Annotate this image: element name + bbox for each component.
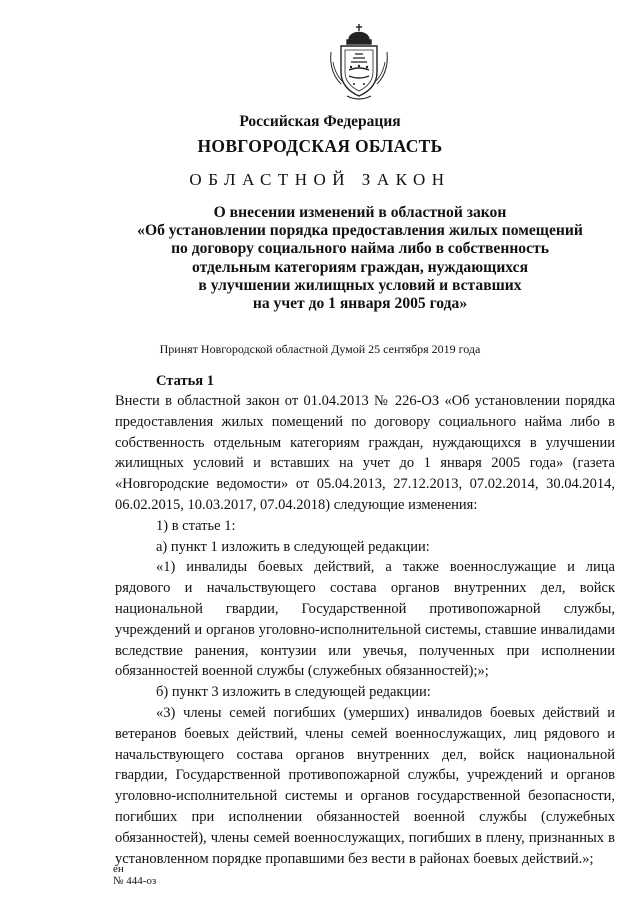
footer-reference	[113, 863, 156, 887]
law-title-line: по договору социального найма либо в собственность	[171, 240, 549, 258]
law-title-line: на учет до 1 января 2005 года»	[252, 295, 468, 313]
article-heading: Статья 1	[156, 373, 214, 389]
law-title-line: отдельным категориям граждан, нуждающихся	[191, 258, 529, 276]
law-title	[100, 204, 620, 313]
article-intro-paragraph: Внести в областной закон от 01.04.2013 № 226-ОЗ «Об установлении порядка предоставления жилых помещений по договору социального найма либо в собственность отдельным категориям граждан, нуждающихся в улучшении жилищных условий и вставших на учет до 1 января 2005 года» (газета «Новгородские ведомости» от 05.04.2013, 27.12.2013, 07.02.2014, 30.04.2014, 06.02.2015, 10.03.2017, 07.04.2018) следующие изменения:	[115, 393, 615, 513]
coat-of-arms-icon	[327, 22, 391, 102]
region-heading: НОВГОРОДСКАЯ ОБЛАСТЬ	[197, 136, 443, 156]
quote-point-1-paragraph: «1) инвалиды боевых действий, а также военнослужащие и лица рядового и начальствующего состава органов внутренних дел, войск национальной гвардии, Государственной противопожарной службы, учреждений и органов уголовно-исполнительной системы, ставшие инвалидами вследствие ранения, контузии или увечья, полученных при исполнении обязанностей военной службы (служебных обязанностей);»;	[115, 559, 615, 680]
adoption-note: Принят Новгородской областной Думой 25 сентября 2019 года	[159, 342, 481, 356]
article-body	[115, 391, 615, 869]
law-title-line: в улучшении жилищных условий и вставших	[198, 276, 522, 294]
country-heading: Российская Федерация	[239, 113, 401, 130]
law-title-line: О внесении изменений в областной закон	[213, 204, 507, 221]
item-1-paragraph: 1) в статье 1:	[156, 517, 236, 534]
footer-initials: ен	[113, 863, 124, 875]
subitem-a-paragraph: а) пункт 1 изложить в следующей редакции:	[156, 538, 430, 555]
subitem-b-paragraph: б) пункт 3 изложить в следующей редакции:	[156, 684, 431, 701]
footer-number: № 444-оз	[113, 875, 157, 887]
quote-point-3-paragraph: «3) члены семей погибших (умерших) инвалидов боевых действий и ветеранов боевых действий, члены семей военнослужащих, лиц рядового и начальствующего состава органов внутренних дел, войск национальной гвардии, Государственной противопожарной службы, учреждений и органов уголовно-исполнительной системы и органов государственной безопасности, погибших при исполнении обязанностей военной службы (служебных обязанностей), члены семей военнослужащих, погибших в плену, признанных в установленном порядке пропавшими без вести в районах боевых действий.»;	[115, 704, 615, 867]
law-title-line: «Об установлении порядка предоставления жилых помещений	[137, 222, 583, 240]
document-type-heading: ОБЛАСТНОЙ ЗАКОН	[189, 170, 451, 189]
